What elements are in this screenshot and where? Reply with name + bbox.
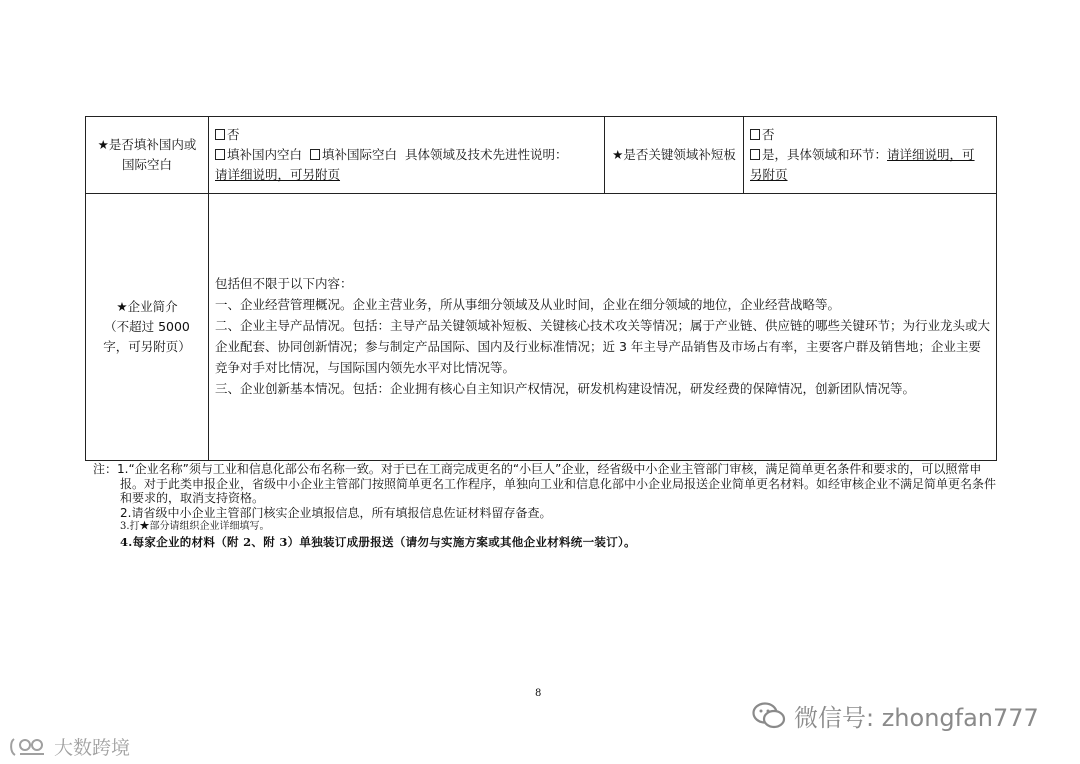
- application-form-table: [85, 116, 997, 461]
- company-profile-title: ★企业简介: [116, 299, 178, 314]
- note-4: 4.每家企业的材料（附 2、附 3）单独装订成册报送（请勿与实施方案或其他企业材料统一装订）。: [120, 534, 636, 549]
- key-field-options-cell: [744, 117, 997, 194]
- company-profile-guidance: [215, 273, 990, 399]
- checkbox-icon[interactable]: [750, 149, 760, 160]
- company-profile-label: [86, 194, 209, 461]
- note-1: 注：1.“企业名称”须与工业和信息化部公布名称一致。对于已在工商完成更名的“小巨人”企业，经省级中小企业主管部门审核，满足简单更名条件和要求的，可以照常申报。对于此类申报企业，省级中小企业主管部门按照简单更名工作程序，单独向工业和信息化部中小企业局报送企业简单更名材料。如经审核企业不满足简单更名条件和要求的，取消支持资格。: [93, 462, 997, 505]
- guidance-line: 一、企业经营管理概况。企业主营业务，所从事细分领域及从业时间，企业在细分领域的地位，企业经营战略等。: [215, 297, 841, 312]
- company-profile-row: [86, 194, 997, 461]
- checkbox-icon[interactable]: [215, 129, 225, 140]
- guidance-line: 包括但不限于以下内容：: [215, 276, 353, 291]
- option-domestic-international: 填补国内空白 填补国际空白 具体领域及技术先进性说明：: [215, 145, 598, 165]
- fill-gap-options-cell: [209, 117, 605, 194]
- fill-gap-label: ★是否填补国内或国际空白: [86, 117, 209, 194]
- wechat-id-text: 微信号: zhongfan777: [794, 704, 1039, 732]
- fill-gap-detail-placeholder[interactable]: 请详细说明，可另附页: [215, 167, 341, 182]
- footnotes: [93, 462, 998, 549]
- wechat-icon: [752, 702, 786, 730]
- brand-logo-icon: [8, 736, 50, 758]
- checkbox-icon[interactable]: [750, 129, 760, 140]
- option-yes-key[interactable]: 是，具体领域和环节：请详细说明，可: [750, 145, 990, 165]
- checkbox-icon[interactable]: [215, 149, 225, 160]
- note-2: 2.请省级中小企业主管部门核实企业填报信息，所有填报信息佐证材料留存备查。: [120, 505, 552, 520]
- company-profile-content-cell[interactable]: [209, 194, 997, 461]
- guidance-line: 二、企业主导产品情况。包括：主导产品关键领域补短板、关键核心技术攻关等情况；属于产业链、供应链的哪些关键环节；为行业龙头或大企业配套、协同创新情况；参与制定产品国际、国内及行业标准情况；近 3 年主导产品销售及市场占有率，主要客户群及销售地；企业主要竞争对手对比情况，与国际国内领先水平对比情况等。: [215, 318, 991, 375]
- page-number: 8: [535, 688, 542, 699]
- brand-name-text: 大数跨境: [54, 737, 131, 759]
- blank-filling-row: [86, 117, 997, 194]
- brand-watermark: [8, 733, 130, 760]
- option-no-gap[interactable]: 否: [215, 125, 598, 145]
- guidance-line: 三、企业创新基本情况。包括：企业拥有核心自主知识产权情况，研发机构建设情况，研发经费的保障情况，创新团队情况等。: [215, 381, 916, 396]
- key-field-detail-placeholder-cont[interactable]: 另附页: [750, 167, 788, 182]
- checkbox-icon[interactable]: [310, 149, 320, 160]
- wechat-watermark: [752, 698, 1039, 733]
- key-field-detail-placeholder[interactable]: 请详细说明，可: [887, 147, 975, 162]
- note-3: 3.打★部分请组织企业详细填写。: [120, 521, 270, 532]
- key-field-label: ★是否关键领域补短板: [605, 117, 744, 194]
- option-no-key[interactable]: 否: [750, 125, 990, 145]
- company-profile-limit: （不超过 5000 字，可另附页）: [103, 319, 191, 354]
